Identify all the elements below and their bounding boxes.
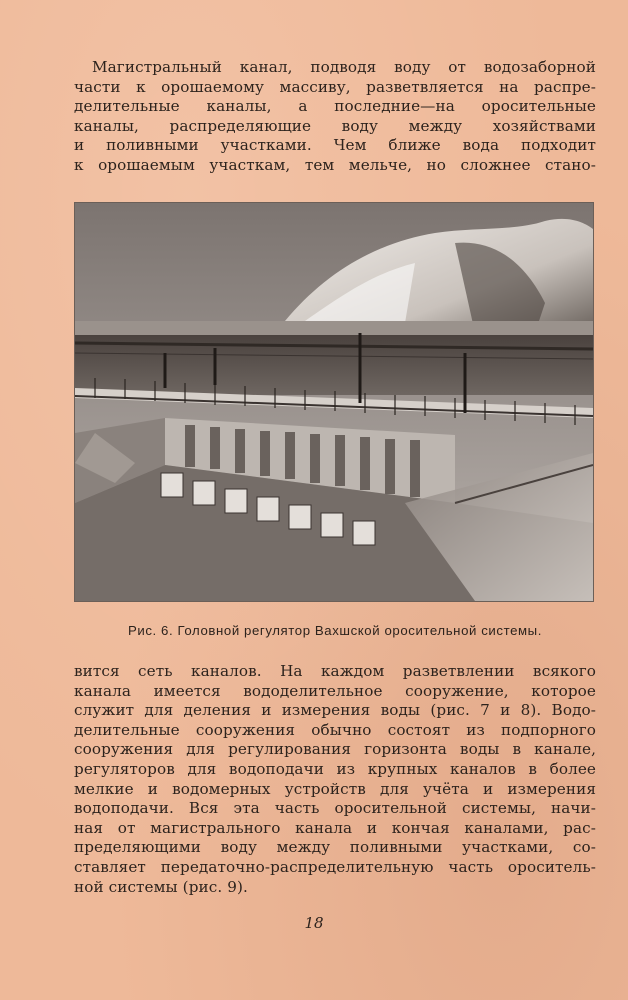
text-line: каналы, распределяющие воду между хозяйствами xyxy=(74,116,596,135)
text-line: ной системы (рис. 9). xyxy=(74,877,248,896)
paragraph-bottom xyxy=(74,662,596,897)
text-line: мелкие и водомерных устройств для учёта и измерения xyxy=(74,779,596,798)
text-line: водоподачи. Вся эта часть оросительной системы, начи- xyxy=(74,799,596,818)
text-line: делительные сооружения обычно состоят из подпорного xyxy=(74,720,596,739)
text-line: к орошаемым участкам, тем мельче, но сложнее стано- xyxy=(74,155,596,174)
text-line: ставляет передаточно-распределительную часть ороситель- xyxy=(74,857,596,876)
figure-photo-head-regulator xyxy=(74,202,594,602)
text-line: канала имеется вододелительное сооружение, которое xyxy=(74,681,596,700)
text-line: и поливными участками. Чем ближе вода подходит xyxy=(74,136,596,155)
text-line: ная от магистрального канала и кончая каналами, рас- xyxy=(74,818,596,837)
text-line: регуляторов для водоподачи из крупных каналов в более xyxy=(74,759,596,778)
text-line: пределяющими воду между поливными участками, со- xyxy=(74,838,596,857)
text-line: Магистральный канал, подводя воду от водозаборной xyxy=(92,58,596,76)
paragraph-top xyxy=(74,58,596,176)
photo-illustration xyxy=(75,203,593,601)
text-line: вится сеть каналов. На каждом разветвлении всякого xyxy=(74,662,596,680)
text-line: сооружения для регулирования горизонта воды в канале, xyxy=(74,740,596,759)
text-line: части к орошаемому массиву, разветвляется на распре- xyxy=(74,77,596,96)
page-number: 18 xyxy=(304,914,324,932)
figure-caption: Рис. 6. Головной регулятор Вахшской оросительной системы. xyxy=(127,623,543,638)
text-line: делительные каналы, а последние—на оросительные xyxy=(74,97,596,116)
text-line: служит для деления и измерения воды (рис. 7 и 8). Водо- xyxy=(74,701,596,720)
